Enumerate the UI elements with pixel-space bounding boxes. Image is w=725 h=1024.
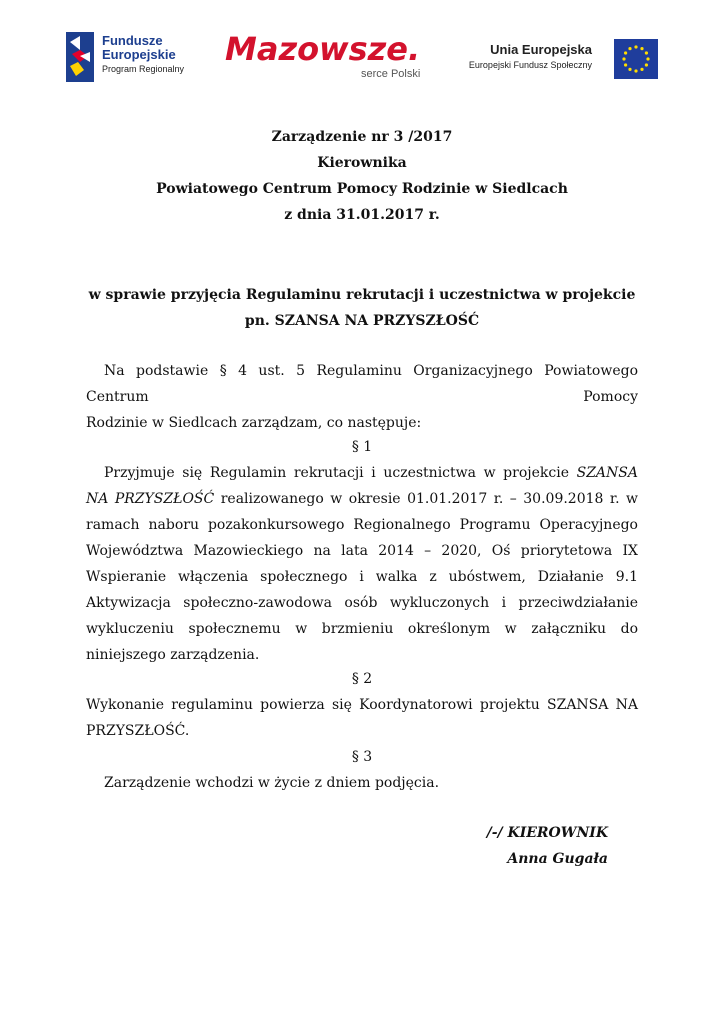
section1-mark: § 1 [351, 439, 373, 455]
subject-line1: w sprawie przyjęcia Regulaminu rekrutacji i uczestnictwa w projekcie [88, 287, 636, 303]
mazowsze-logo-name: Mazowsze. [225, 30, 421, 68]
eu-flag-icon [614, 39, 658, 79]
fundusze-europejskie-logo [66, 32, 206, 84]
header-date: z dnia 31.01.2017 r. [284, 207, 440, 223]
mazowsze-logo-tagline: serce Polski [361, 68, 421, 80]
fe-logo-line3: Program Regionalny [102, 64, 185, 74]
section2-mark: § 2 [351, 671, 373, 687]
header-title: Zarządzenie nr 3 /2017 [271, 129, 453, 145]
ue-logo-line1: Unia Europejska [490, 42, 592, 57]
intro-paragraph [86, 358, 638, 436]
section3-mark: § 3 [351, 749, 373, 765]
header-issuer: Kierownika [317, 155, 407, 171]
section1-project-name: SZANSA NA PRZYSZŁOŚĆ [86, 465, 638, 507]
section3-paragraph: Zarządzenie wchodzi w życie z dniem podjęcia. [104, 775, 440, 791]
document-header [86, 124, 638, 228]
fe-logo-mark-icon [66, 32, 94, 82]
intro-line2: Rodzinie w Siedlcach zarządzam, co następuje: [86, 415, 422, 431]
fe-logo-line1: Fundusze [102, 33, 163, 48]
section1-prefix: Przyjmuje się Regulamin rekrutacji i uczestnictwa w projekcie [104, 465, 577, 481]
header-institution: Powiatowego Centrum Pomocy Rodzinie w Siedlcach [156, 181, 568, 197]
fe-logo-line2: Europejskie [102, 47, 176, 62]
signature-role: /-/ KIEROWNIK [486, 825, 608, 841]
ue-logo-line2: Europejski Fundusz Społeczny [468, 60, 592, 70]
signature-name: Anna Gugała [507, 851, 608, 867]
mazowsze-logo [225, 30, 435, 84]
logos-bar [0, 28, 725, 88]
intro-line1: Na podstawie § 4 ust. 5 Regulaminu Organizacyjnego Powiatowego Centrum Pomocy [86, 363, 638, 405]
signature-block [430, 820, 608, 872]
section2-paragraph: Wykonanie regulaminu powierza się Koordynatorowi projektu SZANSA NA PRZYSZŁOŚĆ. [86, 697, 638, 739]
section1-body: realizowanego w okresie 01.01.2017 r. – 30.09.2018 r. w ramach naboru pozakonkursowego Regionalnego Programu Operacyjnego Województwa Mazowieckiego na lata 2014 – 2020, Oś priorytetowa IX Wspieranie włączenia społecznego i walka z ubóstwem, Działanie 9.1 Aktywizacja społeczno-zawodowa osób wykluczonych i przeciwdziałanie wykluczeniu społecznemu w brzmieniu określonym w załączniku do niniejszego zarządzenia. [86, 491, 638, 663]
unia-europejska-logo [464, 38, 664, 80]
document-subject [86, 282, 638, 334]
subject-line2: pn. SZANSA NA PRZYSZŁOŚĆ [244, 313, 480, 329]
section1-paragraph [86, 460, 638, 668]
